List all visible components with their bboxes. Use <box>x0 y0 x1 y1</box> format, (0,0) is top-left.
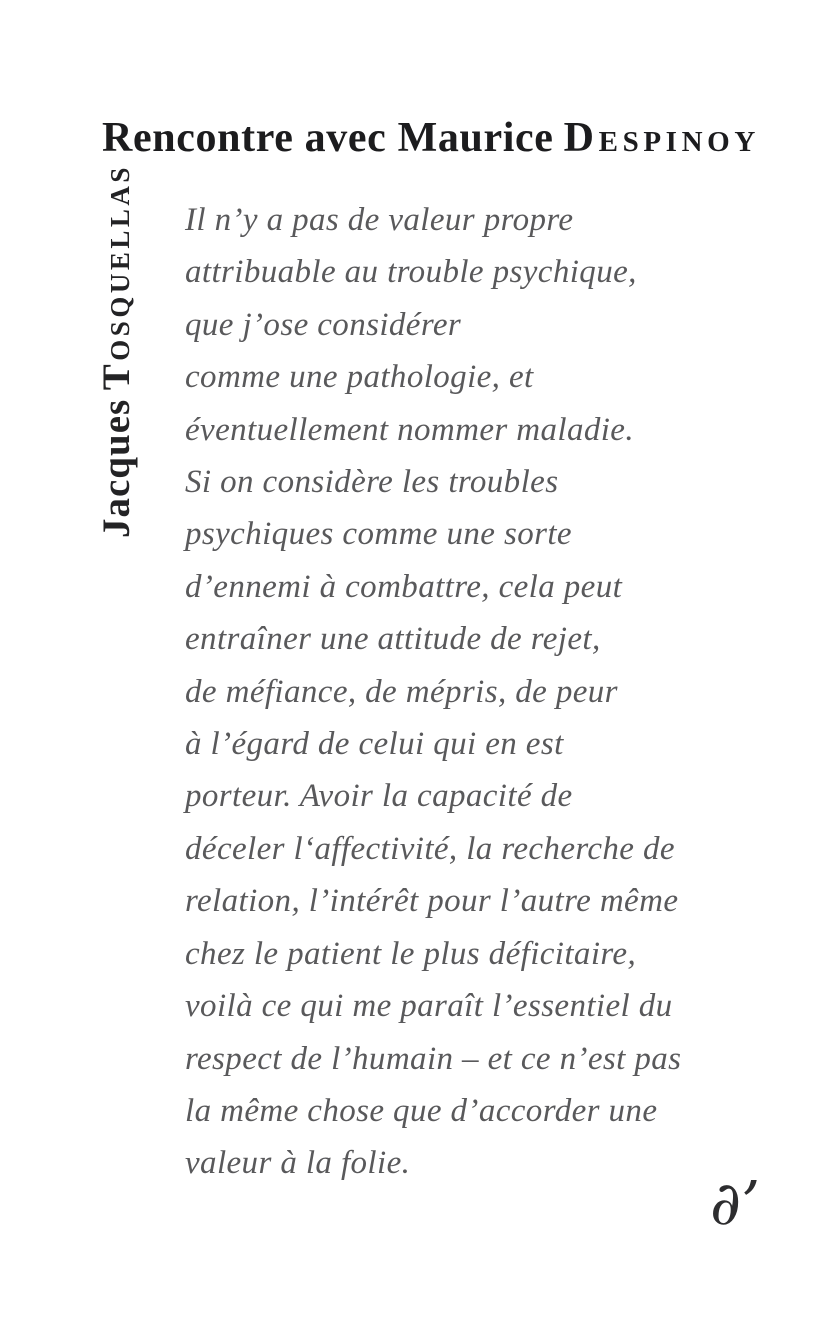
title-surname: Despinoy <box>563 115 760 161</box>
quote-line: valeur à la folie. <box>185 1145 411 1182</box>
quote-line: psychiques comme une sorte <box>185 516 572 553</box>
quote-line: éventuellement nommer maladie. <box>185 411 634 448</box>
author-first-name: Jacques <box>95 398 138 538</box>
quote-block <box>185 194 745 1190</box>
quote-line: Il n’y a pas de valeur propre <box>185 202 574 238</box>
quote-line: à l’égard de celui qui en est <box>185 726 564 763</box>
quote-line: la même chose que d’accorder une <box>185 1092 658 1129</box>
quote-line: chez le patient le plus déficitaire, <box>185 935 637 972</box>
quote-line: comme une pathologie, et <box>185 359 534 396</box>
quote-line: de méfiance, de mépris, de peur <box>185 673 618 710</box>
author-name-vertical <box>95 164 138 538</box>
author-last-name: Tosquellas <box>95 164 138 391</box>
quote-line: Si on considère les troubles <box>185 464 559 501</box>
quote-line: relation, l’intérêt pour l’autre même <box>185 883 679 920</box>
quote-line: d’ennemi à combattre, cela peut <box>185 568 623 605</box>
page-title <box>102 114 760 162</box>
quote-line: entraîner une attitude de rejet, <box>185 621 601 658</box>
publisher-partial-derivative-logo-icon: ∂’ <box>710 1169 761 1239</box>
quote-line: déceler l‘affectivité, la recherche de <box>185 830 675 867</box>
quote-line: attribuable au trouble psychique, <box>185 254 637 291</box>
title-prefix: Rencontre avec Maurice <box>102 115 554 161</box>
quote-line: porteur. Avoir la capacité de <box>185 778 573 815</box>
quote-line: respect de l’humain – et ce n’est pas <box>185 1040 682 1077</box>
quote-line: que j’ose considérer <box>185 306 462 343</box>
quote-line: voilà ce qui me paraît l’essentiel du <box>185 988 673 1025</box>
